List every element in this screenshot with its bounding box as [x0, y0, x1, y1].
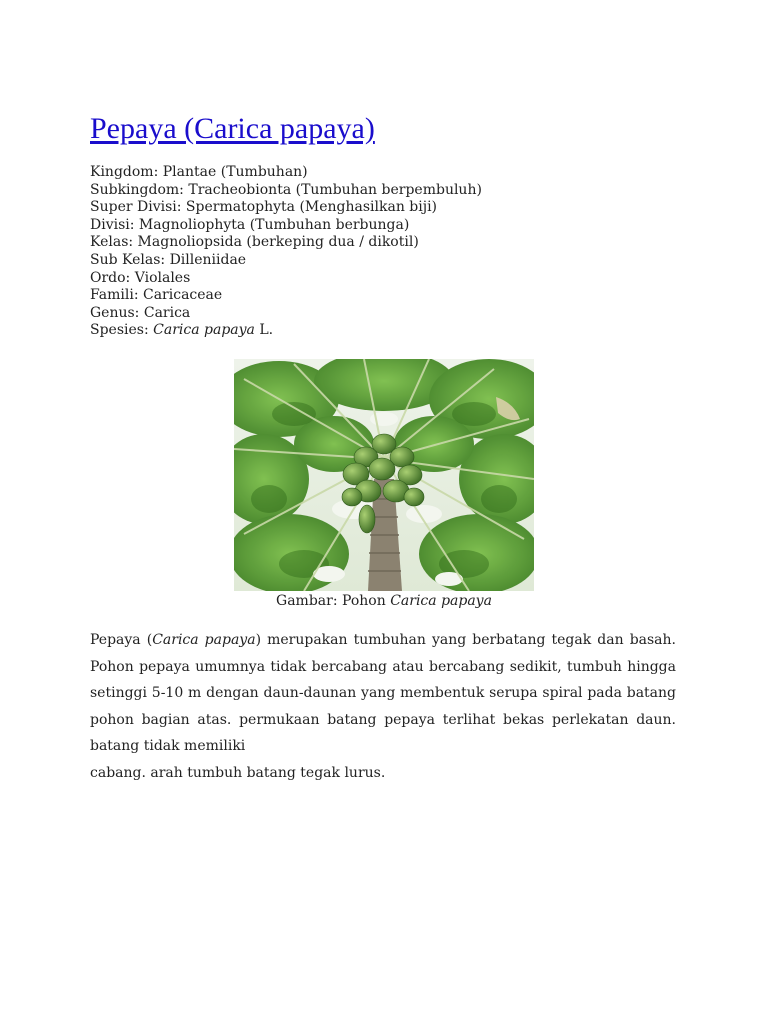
taxonomy-list	[90, 164, 482, 340]
taxonomy-row-genus	[90, 305, 482, 323]
taxonomy-label: Kingdom:	[90, 164, 159, 180]
taxonomy-label: Ordo:	[90, 269, 131, 286]
taxonomy-row-subkingdom	[90, 182, 482, 200]
taxonomy-value: Violales	[134, 269, 191, 286]
taxonomy-label: Super Divisi:	[90, 199, 182, 216]
taxonomy-value: Magnoliophyta (Tumbuhan berbunga)	[138, 216, 410, 233]
taxonomy-row-famili	[90, 287, 482, 305]
taxonomy-label: Kelas:	[90, 234, 134, 251]
taxonomy-label: Spesies:	[90, 322, 149, 339]
paragraph-body	[90, 627, 676, 760]
taxonomy-value-italic: Carica papaya	[153, 322, 255, 339]
taxonomy-value: Carica	[143, 304, 191, 321]
taxonomy-row-kelas	[90, 234, 482, 252]
taxonomy-label: Sub Kelas:	[90, 251, 166, 268]
paragraph-part1: Pepaya (	[90, 632, 153, 648]
taxonomy-row-super-divisi	[90, 199, 482, 217]
caption-italic: Carica papaya	[390, 593, 492, 609]
taxonomy-row-divisi	[90, 217, 482, 235]
taxonomy-value: Spermatophyta (Menghasilkan biji)	[185, 199, 438, 216]
taxonomy-row-kingdom	[90, 164, 482, 182]
paragraph-part2: ) merupakan tumbuhan yang berbatang tegak dan basah. Pohon pepaya umumnya tidak bercabang atau bercabang sedikit, tumbuh hingga setinggi 5-10 m dengan daun-daunan yang membentuk serupa spiral pada batang pohon bagian atas. permukaan batang pepaya terlihat bekas perlekatan daun. batang tidak memiliki	[90, 632, 676, 755]
taxonomy-value-suffix: L.	[259, 322, 274, 339]
taxonomy-value: Magnoliopsida (berkeping dua / dikotil)	[137, 234, 419, 251]
taxonomy-row-spesies	[90, 322, 482, 340]
page-title-link[interactable]: Pepaya (Carica papaya)	[90, 112, 375, 145]
taxonomy-label: Subkingdom:	[90, 181, 184, 198]
taxonomy-value: Dilleniidae	[169, 251, 247, 268]
figure-caption	[234, 593, 534, 610]
paragraph-italic: Carica papaya	[152, 632, 256, 648]
caption-prefix: Gambar: Pohon	[276, 593, 386, 609]
taxonomy-value: Plantae (Tumbuhan)	[162, 164, 308, 180]
taxonomy-label: Famili:	[90, 287, 139, 304]
taxonomy-value: Caricaceae	[143, 287, 223, 304]
taxonomy-row-sub-kelas	[90, 252, 482, 270]
taxonomy-value: Tracheobionta (Tumbuhan berpembuluh)	[188, 181, 482, 198]
taxonomy-label: Divisi:	[90, 216, 135, 233]
paragraph-last-line: cabang. arah tumbuh batang tegak lurus.	[90, 764, 386, 781]
figure	[234, 359, 534, 610]
taxonomy-row-ordo	[90, 270, 482, 288]
description-paragraph	[90, 627, 676, 787]
papaya-tree-photo	[234, 359, 534, 591]
taxonomy-label: Genus:	[90, 304, 140, 321]
